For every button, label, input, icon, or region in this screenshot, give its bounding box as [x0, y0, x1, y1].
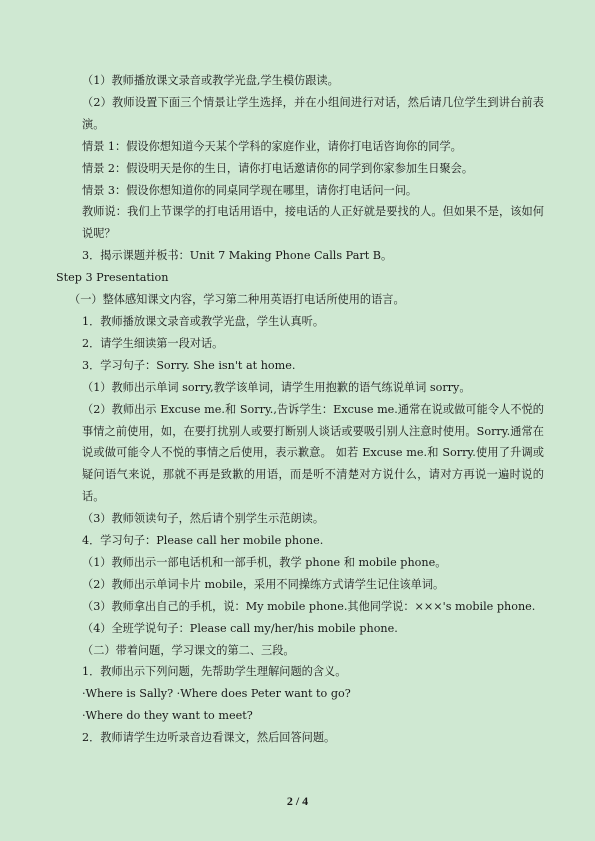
- document-body: [56, 70, 544, 749]
- paragraph: （3）教师领读句子，然后请个别学生示范朗读。: [82, 512, 325, 526]
- paragraph: 1．教师播放课文录音或教学光盘，学生认真听。: [82, 314, 325, 328]
- paragraph: （2）教师出示 Excuse me.和 Sorry.,告诉学生：Excuse me.通常在说或做可能令人不悦的事情之前使用，如，在要打扰别人或要打断别人谈话或要吸引别人注意时使用。Sorry.通常在说或做可能令人不悦的事情之后使用，表示歉意。 如若 Excuse me.和 Sorry.使用了升调或疑问语气来说，那就不再是致歉的用语，而是听不清楚对方说什么，请对方再说一遍时说的话。: [82, 402, 544, 504]
- page-number: 2 / 4: [286, 794, 309, 808]
- paragraph: 情景 1：假设你想知道今天某个学科的家庭作业，请你打电话咨询你的同学。: [82, 139, 462, 153]
- paragraph: （二）带着问题，学习课文的第二、三段。: [82, 643, 295, 657]
- paragraph: （4）全班学说句子：Please call my/her/his mobile phone.: [82, 621, 398, 635]
- question-line: ·Where do they want to meet?: [82, 709, 253, 723]
- paragraph: 教师说：我们上节课学的打电话用语中，接电话的人正好就是要找的人。但如果不是，该如何说呢？: [82, 205, 544, 241]
- paragraph: （1）教师出示单词 sorry,教学该单词，请学生用抱歉的语气练说单词 sorry。: [82, 380, 471, 394]
- question-line: ·Where is Sally? ·Where does Peter want to go?: [82, 687, 351, 701]
- paragraph: （1）教师播放课文录音或教学光盘,学生模仿跟读。: [82, 74, 339, 87]
- paragraph: （一）整体感知课文内容，学习第二种用英语打电话所使用的语言。: [69, 293, 405, 307]
- paragraph: 4．学习句子：Please call her mobile phone.: [82, 534, 324, 548]
- paragraph: （3）教师拿出自己的手机，说：My mobile phone.其他同学说：×××'s mobile phone.: [82, 599, 536, 613]
- paragraph: 情景 3：假设你想知道你的同桌同学现在哪里，请你打电话问一问。: [82, 183, 418, 197]
- paragraph: （2）教师设置下面三个情景让学生选择，并在小组间进行对话，然后请几位学生到讲台前表演。: [82, 95, 544, 131]
- section-heading: Step 3 Presentation: [56, 271, 169, 285]
- paragraph: （1）教师出示一部电话机和一部手机，教学 phone 和 mobile phone。: [82, 555, 447, 569]
- paragraph: （2）教师出示单词卡片 mobile，采用不同操练方式请学生记住该单词。: [82, 577, 445, 591]
- paragraph: 2．请学生细读第一段对话。: [82, 336, 224, 350]
- paragraph: 3．学习句子：Sorry. She isn't at home.: [82, 358, 296, 372]
- paragraph: 2．教师请学生边听录音边看课文，然后回答问题。: [82, 731, 336, 745]
- paragraph: 1．教师出示下列问题，先帮助学生理解问题的含义。: [82, 665, 347, 679]
- paragraph: 情景 2：假设明天是你的生日，请你打电话邀请你的同学到你家参加生日聚会。: [82, 161, 474, 175]
- paragraph: 3．揭示课题并板书：Unit 7 Making Phone Calls Part B。: [82, 249, 393, 263]
